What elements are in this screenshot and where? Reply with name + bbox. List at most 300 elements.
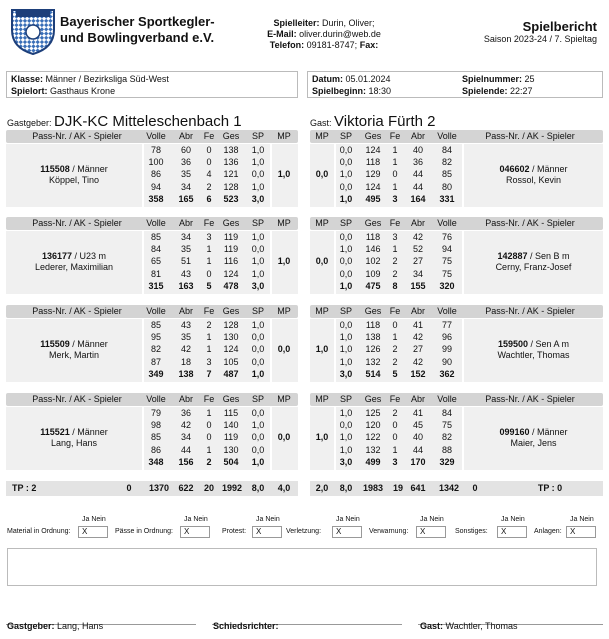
home-score-cell: 78 xyxy=(150,145,161,155)
home-score-cell: 1,0 xyxy=(251,145,265,155)
home-score-cell: 1,0 xyxy=(251,181,265,192)
home-col-header: Ges xyxy=(222,306,240,316)
home-score-cell: 1,0 xyxy=(251,268,265,279)
home-score-cell: 34 xyxy=(180,432,191,443)
away-total-cell: 329 xyxy=(439,456,455,467)
away-score-cell: 0 xyxy=(392,169,398,180)
home-score-cell: 95 xyxy=(150,332,161,343)
home-col-header: Abr xyxy=(178,218,193,228)
away-score-cell: 1,0 xyxy=(339,408,353,418)
home-total-abr: 622 xyxy=(178,483,194,493)
report-title: Spielbericht xyxy=(522,19,597,34)
home-total-ges: 1992 xyxy=(221,483,243,493)
away-col-header: Ges xyxy=(364,394,382,404)
home-score-cell: 43 xyxy=(180,320,191,330)
home-total-cell: 2 xyxy=(206,456,212,467)
home-col-header: Ges xyxy=(222,131,240,141)
home-score-cell: 0 xyxy=(206,432,212,443)
away-total-cell: 164 xyxy=(410,193,426,204)
away-score-cell: 2 xyxy=(392,256,398,267)
home-score-cell: 36 xyxy=(180,157,191,168)
away-player-ak: / Männer xyxy=(529,427,568,437)
away-col-header: Volle xyxy=(437,131,457,141)
home-col-header: Volle xyxy=(146,394,166,404)
away-col-header: MP xyxy=(315,218,329,228)
away-total-cell: 320 xyxy=(439,280,455,291)
home-col-header: Fe xyxy=(203,306,215,316)
away-col-header: Fe xyxy=(389,218,401,228)
home-col-header: Abr xyxy=(178,394,193,404)
home-total-cell: 3,0 xyxy=(251,193,265,204)
home-score-cell: 100 xyxy=(148,157,164,168)
check-box[interactable]: X xyxy=(332,526,362,538)
away-score-cell: 90 xyxy=(441,356,452,367)
away-score-cell: 118 xyxy=(365,232,381,242)
home-col-header: MP xyxy=(277,306,291,316)
home-player-name: Lang, Hans xyxy=(50,438,98,448)
home-score-cell: 94 xyxy=(150,181,161,192)
yes-no-header: Ja Nein xyxy=(184,516,208,523)
away-col-header: Fe xyxy=(389,131,401,141)
home-total-cell: 349 xyxy=(148,368,164,379)
away-team-name: Viktoria Fürth 2 xyxy=(334,113,436,130)
away-score-cell: 118 xyxy=(365,320,381,330)
home-total-cell: 165 xyxy=(178,193,194,204)
away-score-cell: 0,0 xyxy=(339,232,353,242)
home-score-cell: 0 xyxy=(206,420,212,431)
yes-no-header: Ja Nein xyxy=(570,516,594,523)
check-label: Material in Ordnung: xyxy=(7,528,71,535)
away-score-cell: 125 xyxy=(365,408,381,418)
away-col-header: MP xyxy=(315,394,329,404)
away-score-cell: 75 xyxy=(441,256,452,267)
away-mp-value: 1,0 xyxy=(315,344,329,354)
away-col-header: Fe xyxy=(389,394,401,404)
check-box[interactable]: X xyxy=(497,526,527,538)
away-score-cell: 132 xyxy=(365,444,381,455)
home-mp-value: 0,0 xyxy=(277,432,291,442)
check-box[interactable]: X xyxy=(566,526,596,538)
away-col-header: Abr xyxy=(410,394,425,404)
check-label: Protest: xyxy=(222,528,247,535)
away-col-header: Ges xyxy=(364,306,382,316)
away-score-cell: 126 xyxy=(365,344,381,355)
away-total-cell: 3 xyxy=(392,193,398,204)
home-score-cell: 1,0 xyxy=(251,232,265,242)
check-box[interactable]: X xyxy=(78,526,108,538)
home-score-cell: 34 xyxy=(180,232,191,242)
away-col-header: Volle xyxy=(437,218,457,228)
home-score-cell: 0 xyxy=(206,268,212,279)
home-total-cell: 7 xyxy=(206,368,212,379)
away-score-cell: 2 xyxy=(392,356,398,367)
away-signature: Gast: Wachtler, Thomas xyxy=(420,621,518,631)
home-score-cell: 1 xyxy=(206,444,212,455)
match-class-box: Klasse: Männer / Bezirksliga Süd-West Spielort: Gasthaus Krone xyxy=(6,71,298,98)
home-total-fe: 20 xyxy=(203,483,214,493)
away-score-cell: 34 xyxy=(412,268,423,279)
home-score-cell: 2 xyxy=(206,320,212,330)
home-total-cell: 163 xyxy=(178,280,194,291)
away-score-cell: 138 xyxy=(365,332,381,343)
away-score-cell: 0 xyxy=(392,320,398,330)
match-time-box: Datum: 05.01.2024 Spielbeginn: 18:30 Spielnummer: 25 Spielende: 22:27 xyxy=(307,71,603,98)
away-score-cell: 0 xyxy=(392,420,398,431)
away-col-header: SP xyxy=(339,218,352,228)
home-total-cell: 1,0 xyxy=(251,368,265,379)
home-score-cell: 98 xyxy=(150,420,161,431)
away-score-cell: 1 xyxy=(392,244,398,255)
away-score-cell: 0,0 xyxy=(339,268,353,279)
away-score-cell: 77 xyxy=(441,320,452,330)
away-score-cell: 96 xyxy=(441,332,452,343)
home-score-cell: 3 xyxy=(206,356,212,367)
home-score-cell: 35 xyxy=(180,244,191,255)
home-total-cell: 504 xyxy=(223,456,239,467)
home-col-header: Pass-Nr. / AK - Spieler xyxy=(32,218,122,228)
home-score-cell: 0,0 xyxy=(251,432,265,443)
home-team: Gastgeber: DJK-KC Mitteleschenbach 1 xyxy=(7,113,242,130)
away-score-cell: 88 xyxy=(441,444,452,455)
away-player-ak: / Männer xyxy=(529,164,568,174)
away-score-cell: 1 xyxy=(392,157,398,168)
home-col-header: Abr xyxy=(178,131,193,141)
home-score-cell: 1,0 xyxy=(251,420,265,431)
away-score-cell: 42 xyxy=(412,356,423,367)
away-total-abr: 641 xyxy=(410,483,426,493)
home-score-cell: 42 xyxy=(180,420,191,431)
away-player-name: Wachtler, Thomas xyxy=(497,350,570,360)
away-total-cell: 475 xyxy=(365,280,381,291)
home-score-cell: 0,0 xyxy=(251,169,265,180)
away-score-cell: 84 xyxy=(441,145,452,155)
away-player-pass: 159500 xyxy=(497,339,528,349)
check-box[interactable]: X xyxy=(252,526,282,538)
home-player-pass: 115521 xyxy=(40,427,70,437)
away-score-cell: 118 xyxy=(365,157,381,168)
away-score-cell: 1 xyxy=(392,332,398,343)
home-score-cell: 4 xyxy=(206,169,212,180)
away-score-cell: 44 xyxy=(412,181,423,192)
away-col-header: MP xyxy=(315,131,329,141)
away-score-cell: 2 xyxy=(392,268,398,279)
home-score-cell: 1 xyxy=(206,256,212,267)
away-team: Gast: Viktoria Fürth 2 xyxy=(310,113,436,130)
away-col-header: SP xyxy=(339,131,352,141)
home-score-cell: 121 xyxy=(223,169,239,180)
home-score-cell: 124 xyxy=(223,344,239,355)
away-score-cell: 99 xyxy=(441,344,452,355)
home-score-cell: 79 xyxy=(150,408,161,418)
check-label: Verwarnung: xyxy=(369,528,409,535)
home-score-cell: 36 xyxy=(180,408,191,418)
home-player-ak: / Männer xyxy=(69,164,108,174)
away-score-cell: 42 xyxy=(412,332,423,343)
home-score-cell: 116 xyxy=(223,256,239,267)
away-player-pass: 142887 xyxy=(497,251,528,261)
away-col-header: Volle xyxy=(437,394,457,404)
away-total-cell: 499 xyxy=(365,456,381,467)
home-total-cell: 315 xyxy=(148,280,164,291)
home-player-pass: 115509 xyxy=(40,339,70,349)
home-score-cell: 130 xyxy=(223,444,239,455)
away-player-pass: 099160 xyxy=(499,427,530,437)
away-score-cell: 44 xyxy=(412,444,423,455)
home-score-cell: 119 xyxy=(223,244,239,255)
away-total-cell: 3,0 xyxy=(339,368,353,379)
home-score-cell: 115 xyxy=(223,408,239,418)
home-player-info xyxy=(6,339,142,361)
away-col-header: SP xyxy=(339,306,352,316)
away-score-cell: 52 xyxy=(412,244,423,255)
away-score-cell: 1 xyxy=(392,181,398,192)
away-col-header: Pass-Nr. / AK - Spieler xyxy=(485,131,575,141)
away-score-cell: 0,0 xyxy=(339,181,353,192)
home-col-header: MP xyxy=(277,131,291,141)
away-col-header: Volle xyxy=(437,306,457,316)
away-score-cell: 2 xyxy=(392,408,398,418)
home-score-cell: 1 xyxy=(206,244,212,255)
away-score-cell: 0 xyxy=(392,432,398,443)
away-score-cell: 84 xyxy=(441,408,452,418)
away-score-cell: 45 xyxy=(412,420,423,431)
away-score-cell: 124 xyxy=(365,145,381,155)
away-mp-value: 0,0 xyxy=(315,169,329,179)
home-score-cell: 1 xyxy=(206,408,212,418)
home-col-header: Fe xyxy=(203,131,215,141)
home-signature: Gastgeber: Lang, Hans xyxy=(7,621,104,631)
away-total-cell: 152 xyxy=(410,368,426,379)
away-total-cell: 495 xyxy=(365,193,381,204)
home-score-cell: 1 xyxy=(206,344,212,355)
away-score-cell: 109 xyxy=(365,268,381,279)
away-score-cell: 1 xyxy=(392,145,398,155)
away-score-cell: 75 xyxy=(441,420,452,431)
away-score-cell: 82 xyxy=(441,432,452,443)
yes-no-header: Ja Nein xyxy=(256,516,280,523)
away-total-cell: 5 xyxy=(392,368,398,379)
yes-no-header: Ja Nein xyxy=(336,516,360,523)
home-total-cell: 1,0 xyxy=(251,456,265,467)
home-score-cell: 119 xyxy=(223,232,239,242)
home-score-cell: 43 xyxy=(180,268,191,279)
check-label: Verletzung: xyxy=(286,528,322,535)
home-player-info xyxy=(6,251,142,273)
away-col-header: Abr xyxy=(410,306,425,316)
away-total-volle: 1342 xyxy=(438,483,460,493)
home-player-name: Merk, Martin xyxy=(48,350,99,360)
home-score-cell: 51 xyxy=(180,256,191,267)
home-total-cell: 478 xyxy=(223,280,239,291)
away-player-name: Rossol, Kevin xyxy=(505,175,562,185)
home-col-header: Ges xyxy=(222,394,240,404)
home-score-cell: 119 xyxy=(223,432,239,443)
home-score-cell: 140 xyxy=(223,420,239,431)
home-total-mp: 4,0 xyxy=(277,483,291,493)
referee-signature: Schiedsrichter: xyxy=(213,621,279,631)
home-col-header: Abr xyxy=(178,306,193,316)
away-score-cell: 122 xyxy=(365,432,381,443)
comment-box[interactable] xyxy=(7,548,597,586)
home-team-name: DJK-KC Mitteleschenbach 1 xyxy=(54,113,242,130)
home-score-cell: 1,0 xyxy=(251,256,265,267)
home-score-cell: 87 xyxy=(150,356,161,367)
away-score-cell: 0,0 xyxy=(339,145,353,155)
away-score-cell: 75 xyxy=(441,268,452,279)
away-total-cell: 3,0 xyxy=(339,456,353,467)
home-score-cell: 0,0 xyxy=(251,344,265,355)
home-score-cell: 85 xyxy=(150,232,161,242)
contact-info: Spielleiter: Durin, Oliver; E-Mail: oliver.durin@web.de Telefon: 09181-8747; Fax: xyxy=(267,18,381,50)
home-player-pass: 136177 xyxy=(41,251,73,261)
home-col-header: MP xyxy=(277,394,291,404)
home-col-header: SP xyxy=(251,218,264,228)
home-score-cell: 130 xyxy=(223,332,239,343)
away-score-cell: 1,0 xyxy=(339,344,353,355)
home-score-cell: 124 xyxy=(223,268,239,279)
away-player-info xyxy=(464,251,603,273)
home-score-cell: 35 xyxy=(180,332,191,343)
away-col-header: Ges xyxy=(364,131,382,141)
home-score-cell: 18 xyxy=(180,356,191,367)
home-total-cell: 487 xyxy=(223,368,239,379)
away-score-cell: 1,0 xyxy=(339,444,353,455)
home-col-header: SP xyxy=(251,131,264,141)
home-col-header: Volle xyxy=(146,131,166,141)
home-score-cell: 85 xyxy=(150,432,161,443)
association-logo xyxy=(8,6,58,56)
away-score-cell: 132 xyxy=(365,356,381,367)
home-total-cell: 358 xyxy=(148,193,164,204)
away-total-cell: 1,0 xyxy=(339,193,353,204)
away-player-info xyxy=(464,427,603,449)
home-player-name: Lederer, Maximilian xyxy=(34,262,114,272)
away-total-cell: 155 xyxy=(410,280,426,291)
home-total-cell: 3,0 xyxy=(251,280,265,291)
yes-no-header: Ja Nein xyxy=(501,516,525,523)
home-player-ak: / Männer xyxy=(69,339,108,349)
away-score-cell: 36 xyxy=(412,157,423,168)
away-score-cell: 76 xyxy=(441,232,452,242)
home-total-cell: 156 xyxy=(178,456,194,467)
home-col-header: Ges xyxy=(222,218,240,228)
away-col-header: Pass-Nr. / AK - Spieler xyxy=(485,394,575,404)
away-score-cell: 85 xyxy=(441,169,452,180)
home-total-cell: 348 xyxy=(148,456,164,467)
away-score-cell: 1,0 xyxy=(339,332,353,343)
away-score-cell: 40 xyxy=(412,145,423,155)
home-col-header: SP xyxy=(251,394,264,404)
home-score-cell: 1,0 xyxy=(251,320,265,330)
away-mp-value: 1,0 xyxy=(315,432,329,442)
home-player-info xyxy=(6,164,142,186)
home-score-cell: 105 xyxy=(223,356,239,367)
away-score-cell: 0,0 xyxy=(339,256,353,267)
home-player-ak: / U23 m xyxy=(72,251,107,261)
home-total-volle: 1370 xyxy=(148,483,170,493)
away-player-info xyxy=(464,164,603,186)
away-score-cell: 0,0 xyxy=(339,320,353,330)
away-score-cell: 1,0 xyxy=(339,432,353,443)
home-score-cell: 34 xyxy=(180,181,191,192)
away-total-cell: 514 xyxy=(365,368,381,379)
away-col-header: Pass-Nr. / AK - Spieler xyxy=(485,218,575,228)
report-subtitle: Saison 2023-24 / 7. Spieltag xyxy=(483,34,597,44)
away-score-cell: 0,0 xyxy=(339,157,353,168)
away-score-cell: 94 xyxy=(441,244,452,255)
home-score-cell: 1 xyxy=(206,332,212,343)
away-col-header: Fe xyxy=(389,306,401,316)
organization-name: Bayerischer Sportkegler- und Bowlingverband e.V. xyxy=(60,14,215,45)
home-score-cell: 44 xyxy=(180,444,191,455)
home-mp-value: 1,0 xyxy=(277,256,291,266)
away-mp-value: 0,0 xyxy=(315,256,329,266)
away-total-cell: 8 xyxy=(392,280,398,291)
check-label: Anlagen: xyxy=(534,528,562,535)
away-score-cell: 129 xyxy=(365,169,381,180)
away-total-sp: 8,0 xyxy=(339,483,353,493)
home-score-cell: 1,0 xyxy=(251,157,265,168)
home-total-cell: 6 xyxy=(206,193,212,204)
home-col-header: Fe xyxy=(203,218,215,228)
away-total-ges: 1983 xyxy=(362,483,384,493)
away-score-cell: 40 xyxy=(412,432,423,443)
home-score-cell: 84 xyxy=(150,244,161,255)
away-total-cell: 362 xyxy=(439,368,455,379)
home-score-cell: 2 xyxy=(206,181,212,192)
home-score-cell: 42 xyxy=(180,344,191,355)
away-col-header: Ges xyxy=(364,218,382,228)
away-col-header: MP xyxy=(315,306,329,316)
away-score-cell: 1,0 xyxy=(339,169,353,180)
away-score-cell: 82 xyxy=(441,157,452,168)
away-total-mp: 2,0 xyxy=(315,483,329,493)
away-score-cell: 3 xyxy=(392,232,398,242)
away-total-cell: 1,0 xyxy=(339,280,353,291)
home-col-header: Fe xyxy=(203,394,215,404)
home-col-header: Volle xyxy=(146,306,166,316)
away-score-cell: 146 xyxy=(365,244,381,255)
away-score-cell: 2 xyxy=(392,344,398,355)
home-score-cell: 0,0 xyxy=(251,332,265,343)
away-score-cell: 44 xyxy=(412,169,423,180)
email-link[interactable]: oliver.durin@web.de xyxy=(299,29,381,39)
home-score-cell: 0,0 xyxy=(251,244,265,255)
check-box[interactable]: X xyxy=(180,526,210,538)
away-player-name: Maier, Jens xyxy=(510,438,557,448)
home-score-cell: 82 xyxy=(150,344,161,355)
away-score-cell: 27 xyxy=(412,344,423,355)
home-score-cell: 60 xyxy=(180,145,191,155)
home-player-ak: / Männer xyxy=(69,427,108,437)
home-score-cell: 85 xyxy=(150,320,161,330)
home-mp-value: 1,0 xyxy=(277,169,291,179)
home-col-header: SP xyxy=(251,306,264,316)
home-score-cell: 128 xyxy=(223,181,239,192)
home-col-header: Pass-Nr. / AK - Spieler xyxy=(32,394,122,404)
home-total-cell: 5 xyxy=(206,280,212,291)
home-score-cell: 0 xyxy=(206,145,212,155)
away-col-header: Abr xyxy=(410,218,425,228)
report-title-block xyxy=(484,20,597,46)
check-box[interactable]: X xyxy=(416,526,446,538)
home-score-cell: 65 xyxy=(150,256,161,267)
away-player-ak: / Sen B m xyxy=(527,251,570,261)
away-total-cell: 331 xyxy=(439,193,455,204)
home-score-cell: 0,0 xyxy=(251,408,265,418)
home-score-cell: 81 xyxy=(150,268,161,279)
away-score-cell: 120 xyxy=(365,420,381,431)
